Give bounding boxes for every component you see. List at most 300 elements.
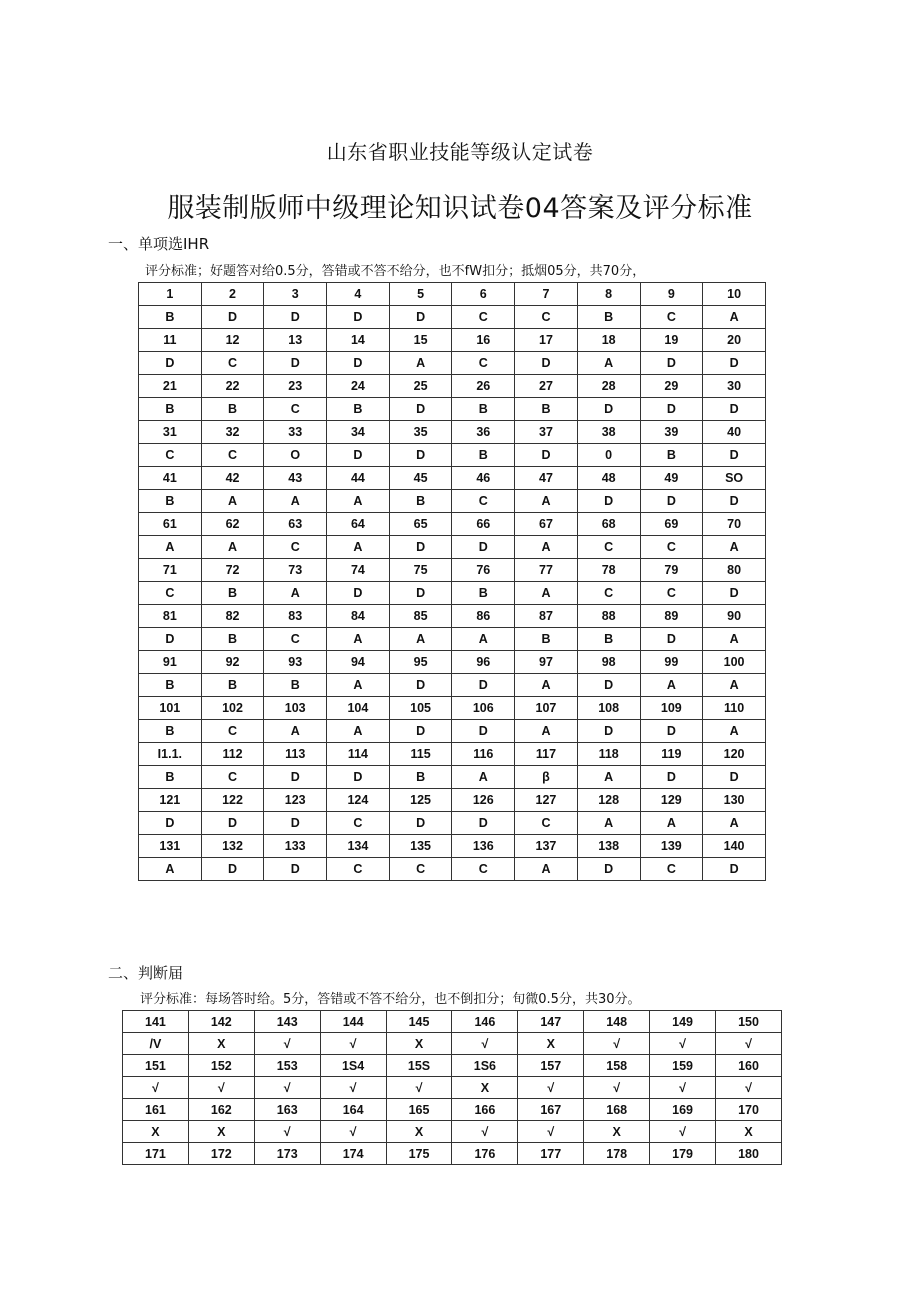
question-number-cell: 98 <box>577 651 640 674</box>
answer-cell: B <box>515 628 578 651</box>
answer-cell: C <box>264 628 327 651</box>
section2-scoring-standard: 评分标准：每场答时给。5分，答错或不答不给分，也不倒扣分；旬微0.5分，共30分。 <box>140 992 641 1007</box>
answer-cell: C <box>201 720 264 743</box>
answer-row <box>139 858 766 881</box>
question-number-cell: 102 <box>201 697 264 720</box>
question-number-cell: 85 <box>389 605 452 628</box>
question-number-row <box>139 559 766 582</box>
question-number-cell: 15S <box>386 1055 452 1077</box>
answer-cell: D <box>264 858 327 881</box>
question-number-cell: 178 <box>584 1143 650 1165</box>
question-number-cell: 110 <box>703 697 766 720</box>
answer-cell: B <box>452 444 515 467</box>
question-number-cell: 10 <box>703 283 766 306</box>
answer-cell: A <box>515 858 578 881</box>
answer-cell: D <box>327 306 390 329</box>
section2-heading: 二、判断届 <box>108 964 184 982</box>
section1-heading: 一、单项选IHR <box>108 235 210 253</box>
question-number-cell: 123 <box>264 789 327 812</box>
answer-cell: A <box>139 536 202 559</box>
answer-cell: A <box>703 306 766 329</box>
answer-cell: A <box>264 582 327 605</box>
answer-cell: D <box>452 536 515 559</box>
question-number-cell: 13 <box>264 329 327 352</box>
answer-cell: √ <box>452 1121 518 1143</box>
answer-cell: A <box>515 536 578 559</box>
answer-cell: √ <box>650 1033 716 1055</box>
answer-cell: A <box>327 628 390 651</box>
question-number-cell: 88 <box>577 605 640 628</box>
answer-cell: √ <box>650 1121 716 1143</box>
question-number-cell: 89 <box>640 605 703 628</box>
answer-cell: D <box>577 720 640 743</box>
question-number-row <box>123 1099 782 1121</box>
exam-title: 服装制版师中级理论知识试卷04答案及评分标准 <box>167 193 753 224</box>
question-number-cell: 40 <box>703 421 766 444</box>
question-number-row <box>139 697 766 720</box>
question-number-cell: 21 <box>139 375 202 398</box>
answer-cell: C <box>640 306 703 329</box>
answer-cell: A <box>389 352 452 375</box>
question-number-cell: 33 <box>264 421 327 444</box>
question-number-cell: 126 <box>452 789 515 812</box>
answer-cell: D <box>327 444 390 467</box>
question-number-cell: 35 <box>389 421 452 444</box>
question-number-cell: 132 <box>201 835 264 858</box>
question-number-cell: 127 <box>515 789 578 812</box>
question-number-cell: 119 <box>640 743 703 766</box>
question-number-cell: 143 <box>254 1011 320 1033</box>
question-number-cell: 34 <box>327 421 390 444</box>
question-number-row <box>139 513 766 536</box>
question-number-cell: 145 <box>386 1011 452 1033</box>
answer-cell: C <box>201 766 264 789</box>
question-number-cell: 107 <box>515 697 578 720</box>
answer-cell: C <box>139 444 202 467</box>
answer-cell: A <box>327 536 390 559</box>
answer-cell: √ <box>320 1077 386 1099</box>
question-number-cell: 172 <box>188 1143 254 1165</box>
question-number-cell: 100 <box>703 651 766 674</box>
answer-cell: X <box>518 1033 584 1055</box>
question-number-cell: 1S4 <box>320 1055 386 1077</box>
question-number-cell: 157 <box>518 1055 584 1077</box>
answer-row <box>139 352 766 375</box>
question-number-cell: 144 <box>320 1011 386 1033</box>
question-number-cell: 152 <box>188 1055 254 1077</box>
answer-cell: D <box>389 720 452 743</box>
question-number-cell: 5 <box>389 283 452 306</box>
question-number-cell: 162 <box>188 1099 254 1121</box>
question-number-cell: 4 <box>327 283 390 306</box>
answer-cell: A <box>703 536 766 559</box>
question-number-cell: 79 <box>640 559 703 582</box>
question-number-cell: 105 <box>389 697 452 720</box>
question-number-cell: 139 <box>640 835 703 858</box>
answer-cell: D <box>389 536 452 559</box>
question-number-cell: 179 <box>650 1143 716 1165</box>
answer-cell: C <box>515 306 578 329</box>
question-number-cell: 25 <box>389 375 452 398</box>
answer-cell: C <box>327 812 390 835</box>
question-number-cell: 109 <box>640 697 703 720</box>
answer-cell: D <box>327 352 390 375</box>
answer-cell: X <box>386 1033 452 1055</box>
true-false-answer-table <box>122 1010 782 1165</box>
answer-cell: √ <box>584 1033 650 1055</box>
answer-row <box>139 536 766 559</box>
question-number-cell: 22 <box>201 375 264 398</box>
answer-row <box>139 444 766 467</box>
question-number-cell: 159 <box>650 1055 716 1077</box>
answer-cell: D <box>703 490 766 513</box>
question-number-cell: 135 <box>389 835 452 858</box>
answer-cell: C <box>452 858 515 881</box>
answer-cell: B <box>201 674 264 697</box>
answer-row <box>139 490 766 513</box>
question-number-cell: 140 <box>703 835 766 858</box>
question-number-row <box>139 789 766 812</box>
question-number-cell: 121 <box>139 789 202 812</box>
section1-scoring-standard: 评分标准；好题答对给0.5分，答错或不答不给分，也不fW扣分；抵烟05分，共70分， <box>145 264 646 279</box>
question-number-cell: 71 <box>139 559 202 582</box>
question-number-cell: 169 <box>650 1099 716 1121</box>
answer-cell: D <box>201 858 264 881</box>
answer-cell: B <box>264 674 327 697</box>
question-number-cell: 11 <box>139 329 202 352</box>
answer-cell: √ <box>650 1077 716 1099</box>
answer-cell: A <box>264 720 327 743</box>
answer-cell: √ <box>518 1121 584 1143</box>
question-number-cell: 23 <box>264 375 327 398</box>
question-number-cell: 15 <box>389 329 452 352</box>
question-number-cell: 129 <box>640 789 703 812</box>
answer-row <box>139 720 766 743</box>
question-number-cell: 95 <box>389 651 452 674</box>
question-number-cell: 93 <box>264 651 327 674</box>
answer-cell: C <box>264 536 327 559</box>
question-number-cell: 48 <box>577 467 640 490</box>
question-number-row <box>139 835 766 858</box>
question-number-cell: 31 <box>139 421 202 444</box>
question-number-cell: 116 <box>452 743 515 766</box>
answer-cell: A <box>389 628 452 651</box>
question-number-cell: 149 <box>650 1011 716 1033</box>
answer-cell: B <box>201 582 264 605</box>
question-number-cell: 138 <box>577 835 640 858</box>
question-number-row <box>139 605 766 628</box>
answer-cell: D <box>703 582 766 605</box>
answer-cell: B <box>139 306 202 329</box>
answer-cell: D <box>389 444 452 467</box>
answer-cell: A <box>452 628 515 651</box>
answer-cell: B <box>515 398 578 421</box>
question-number-cell: 20 <box>703 329 766 352</box>
question-number-cell: 1 <box>139 283 202 306</box>
answer-cell: A <box>515 582 578 605</box>
answer-cell: C <box>139 582 202 605</box>
question-number-cell: 103 <box>264 697 327 720</box>
question-number-cell: 69 <box>640 513 703 536</box>
question-number-cell: 37 <box>515 421 578 444</box>
answer-row <box>139 674 766 697</box>
answer-cell: C <box>452 490 515 513</box>
question-number-cell: 12 <box>201 329 264 352</box>
answer-cell: D <box>201 812 264 835</box>
question-number-cell: 142 <box>188 1011 254 1033</box>
answer-cell: A <box>515 674 578 697</box>
question-number-cell: 174 <box>320 1143 386 1165</box>
question-number-cell: 17 <box>515 329 578 352</box>
question-number-cell: 74 <box>327 559 390 582</box>
answer-cell: A <box>703 720 766 743</box>
answer-cell: C <box>389 858 452 881</box>
question-number-cell: 36 <box>452 421 515 444</box>
question-number-cell: 136 <box>452 835 515 858</box>
question-number-cell: 113 <box>264 743 327 766</box>
question-number-cell: 167 <box>518 1099 584 1121</box>
question-number-cell: 97 <box>515 651 578 674</box>
answer-cell: D <box>139 812 202 835</box>
question-number-cell: 68 <box>577 513 640 536</box>
answer-cell: B <box>139 490 202 513</box>
answer-cell: √ <box>254 1033 320 1055</box>
answer-cell: β <box>515 766 578 789</box>
question-number-cell: I1.1. <box>139 743 202 766</box>
question-number-cell: 67 <box>515 513 578 536</box>
answer-cell: C <box>201 444 264 467</box>
question-number-cell: 151 <box>123 1055 189 1077</box>
answer-cell: D <box>640 398 703 421</box>
question-number-cell: 41 <box>139 467 202 490</box>
answer-cell: C <box>640 536 703 559</box>
answer-cell: A <box>515 720 578 743</box>
question-number-cell: 137 <box>515 835 578 858</box>
question-number-cell: 141 <box>123 1011 189 1033</box>
answer-cell: A <box>577 352 640 375</box>
question-number-cell: 9 <box>640 283 703 306</box>
answer-cell: B <box>452 398 515 421</box>
answer-cell: B <box>139 674 202 697</box>
question-number-cell: 114 <box>327 743 390 766</box>
question-number-cell: 177 <box>518 1143 584 1165</box>
answer-cell: D <box>139 628 202 651</box>
question-number-cell: 76 <box>452 559 515 582</box>
answer-cell: A <box>201 490 264 513</box>
question-number-row <box>139 743 766 766</box>
question-number-cell: 24 <box>327 375 390 398</box>
question-number-cell: 148 <box>584 1011 650 1033</box>
answer-cell: √ <box>254 1077 320 1099</box>
answer-cell: A <box>264 490 327 513</box>
answer-cell: A <box>577 766 640 789</box>
question-number-row <box>139 651 766 674</box>
question-number-cell: 170 <box>716 1099 782 1121</box>
answer-cell: C <box>640 582 703 605</box>
question-number-cell: 3 <box>264 283 327 306</box>
question-number-cell: 92 <box>201 651 264 674</box>
answer-row <box>139 582 766 605</box>
question-number-cell: 18 <box>577 329 640 352</box>
answer-cell: X <box>716 1121 782 1143</box>
question-number-cell: 128 <box>577 789 640 812</box>
question-number-cell: 165 <box>386 1099 452 1121</box>
answer-cell: D <box>327 766 390 789</box>
answer-row <box>139 628 766 651</box>
answer-cell: D <box>139 352 202 375</box>
question-number-cell: 72 <box>201 559 264 582</box>
question-number-cell: 38 <box>577 421 640 444</box>
answer-cell: X <box>452 1077 518 1099</box>
question-number-cell: 66 <box>452 513 515 536</box>
answer-cell: C <box>452 352 515 375</box>
answer-cell: D <box>389 674 452 697</box>
question-number-cell: 106 <box>452 697 515 720</box>
answer-cell: X <box>188 1033 254 1055</box>
question-number-cell: 168 <box>584 1099 650 1121</box>
answer-row <box>139 766 766 789</box>
question-number-cell: 49 <box>640 467 703 490</box>
answer-cell: A <box>640 812 703 835</box>
question-number-cell: 8 <box>577 283 640 306</box>
answer-cell: D <box>703 352 766 375</box>
question-number-cell: 81 <box>139 605 202 628</box>
answer-cell: D <box>327 582 390 605</box>
question-number-cell: 45 <box>389 467 452 490</box>
answer-cell: D <box>201 306 264 329</box>
question-number-cell: 19 <box>640 329 703 352</box>
question-number-cell: 164 <box>320 1099 386 1121</box>
answer-cell: C <box>201 352 264 375</box>
question-number-cell: 62 <box>201 513 264 536</box>
answer-cell: √ <box>716 1033 782 1055</box>
answer-cell: A <box>201 536 264 559</box>
answer-cell: D <box>640 352 703 375</box>
answer-cell: A <box>139 858 202 881</box>
answer-cell: B <box>389 490 452 513</box>
answer-cell: A <box>327 674 390 697</box>
answer-cell: D <box>264 306 327 329</box>
answer-cell: D <box>264 766 327 789</box>
answer-cell: B <box>139 720 202 743</box>
question-number-cell: 75 <box>389 559 452 582</box>
question-number-cell: 146 <box>452 1011 518 1033</box>
question-number-cell: 64 <box>327 513 390 536</box>
answer-cell: D <box>264 352 327 375</box>
question-number-cell: 70 <box>703 513 766 536</box>
answer-cell: B <box>201 398 264 421</box>
answer-cell: A <box>327 720 390 743</box>
question-number-cell: 39 <box>640 421 703 444</box>
question-number-cell: 115 <box>389 743 452 766</box>
question-number-cell: 42 <box>201 467 264 490</box>
question-number-cell: 14 <box>327 329 390 352</box>
question-number-cell: 96 <box>452 651 515 674</box>
question-number-cell: 80 <box>703 559 766 582</box>
answer-row <box>123 1121 782 1143</box>
question-number-cell: 147 <box>518 1011 584 1033</box>
answer-row <box>123 1033 782 1055</box>
answer-cell: D <box>389 398 452 421</box>
question-number-cell: 120 <box>703 743 766 766</box>
question-number-cell: 180 <box>716 1143 782 1165</box>
question-number-cell: 175 <box>386 1143 452 1165</box>
question-number-cell: 176 <box>452 1143 518 1165</box>
answer-row <box>139 398 766 421</box>
answer-cell: C <box>640 858 703 881</box>
question-number-cell: 86 <box>452 605 515 628</box>
answer-cell: D <box>515 352 578 375</box>
answer-cell: B <box>139 398 202 421</box>
question-number-cell: 108 <box>577 697 640 720</box>
question-number-cell: 84 <box>327 605 390 628</box>
question-number-cell: 73 <box>264 559 327 582</box>
question-number-cell: 90 <box>703 605 766 628</box>
answer-cell: √ <box>452 1033 518 1055</box>
question-number-cell: 16 <box>452 329 515 352</box>
answer-cell: B <box>139 766 202 789</box>
question-number-cell: 26 <box>452 375 515 398</box>
question-number-cell: 158 <box>584 1055 650 1077</box>
answer-cell: B <box>327 398 390 421</box>
question-number-cell: 173 <box>254 1143 320 1165</box>
question-number-cell: 32 <box>201 421 264 444</box>
answer-cell: C <box>577 582 640 605</box>
answer-cell: A <box>452 766 515 789</box>
question-number-cell: 61 <box>139 513 202 536</box>
answer-cell: B <box>577 306 640 329</box>
answer-cell: √ <box>716 1077 782 1099</box>
question-number-cell: 77 <box>515 559 578 582</box>
answer-cell: D <box>577 490 640 513</box>
answer-cell: D <box>577 858 640 881</box>
question-number-cell: 125 <box>389 789 452 812</box>
answer-cell: D <box>264 812 327 835</box>
question-number-cell: 63 <box>264 513 327 536</box>
answer-cell: B <box>640 444 703 467</box>
answer-cell: D <box>452 720 515 743</box>
exam-subtitle: 山东省职业技能等级认定试卷 <box>326 140 594 164</box>
answer-cell: D <box>640 628 703 651</box>
question-number-cell: 166 <box>452 1099 518 1121</box>
answer-cell: D <box>389 306 452 329</box>
answer-cell: X <box>386 1121 452 1143</box>
question-number-row <box>123 1055 782 1077</box>
question-number-cell: 65 <box>389 513 452 536</box>
answer-cell: √ <box>320 1121 386 1143</box>
question-number-row <box>123 1011 782 1033</box>
answer-cell: √ <box>584 1077 650 1099</box>
answer-cell: B <box>452 582 515 605</box>
answer-cell: √ <box>123 1077 189 1099</box>
question-number-cell: 7 <box>515 283 578 306</box>
question-number-cell: 2 <box>201 283 264 306</box>
question-number-row <box>139 329 766 352</box>
question-number-cell: 122 <box>201 789 264 812</box>
answer-cell: C <box>515 812 578 835</box>
answer-cell: D <box>389 812 452 835</box>
question-number-cell: 161 <box>123 1099 189 1121</box>
answer-cell: D <box>577 398 640 421</box>
answer-cell: A <box>703 628 766 651</box>
question-number-row <box>123 1143 782 1165</box>
question-number-cell: 101 <box>139 697 202 720</box>
answer-cell: D <box>640 766 703 789</box>
answer-cell: D <box>515 444 578 467</box>
question-number-cell: 94 <box>327 651 390 674</box>
question-number-cell: 99 <box>640 651 703 674</box>
answer-cell: D <box>640 490 703 513</box>
